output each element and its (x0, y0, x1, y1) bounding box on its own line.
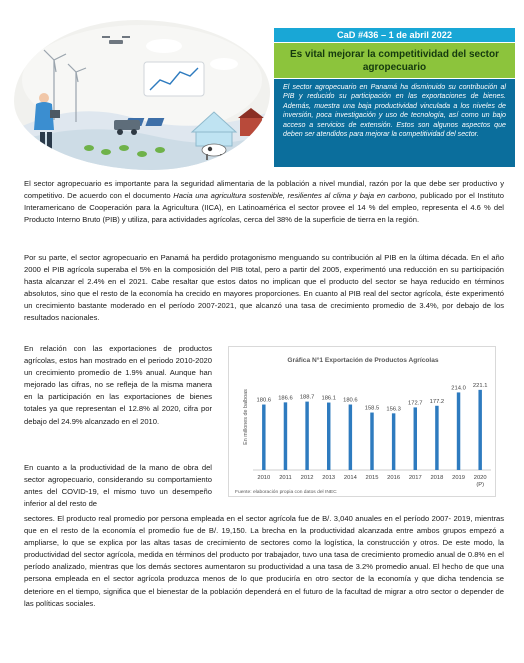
chart-data-label-2017: 172.7 (408, 400, 423, 407)
chart-tick-label-2017: 2017 (408, 475, 422, 481)
chart-tick-label-2020: 2020 (473, 475, 487, 481)
chart-bar-2018 (435, 406, 438, 470)
chart-bar-2019 (457, 392, 460, 470)
chart-data-label-2011: 186.6 (278, 395, 293, 402)
issue-number-bar (274, 28, 515, 42)
exports-bar-chart (229, 347, 497, 498)
chart-data-label-2015: 158.5 (364, 405, 380, 412)
chart-bar-2015 (370, 413, 373, 470)
hero-illustration (14, 20, 270, 170)
chart-data-label-2016: 156.3 (386, 406, 401, 413)
article-title-bar (274, 43, 515, 78)
chart-data-label-2012: 188.7 (299, 394, 315, 401)
paragraph-exports: En relación con las exportaciones de productos agrícolas, estos han mostrado en el periodo 2010-2020 un crecimiento promedio de 1.9% anual. Aunque han mejorado las cifras, no se refleja de la misma manera en la participación en las exportaciones de bienes totales ya que representan el 12.8% al 2020, cifra por debajo del 24.9% alcanzado en el 2010. (24, 344, 212, 426)
chart-data-label-2020: 221.1 (472, 382, 488, 389)
issue-number-label: CaD #436 – 1 de abril 2022 (337, 30, 452, 40)
paragraph-productivity-continued: sectores. El producto real promedio por persona empleada en el sector agrícola fue de B/. 3,040 anuales en el período 2007- 2019, mientras que en el resto de la economía el promedio fue de B/. 19,150. La brecha en la productividad alcanzada entre ambos grupos empezó a ampliarse, lo que se explica por las altas tasas de crecimiento de sectores como la logística, la construcción y otros. De este modo, la productividad del sector agrícola, medida en términos del producto por trabajador, tuvo una tasa de crecimiento promedio anual de 0.8% en el período analizado, mientras que los demás sectores aumentaron su productividad a una tasa de 3.2% promedio anual. El hecho de que una persona empleada en el sector agrícola produzca menos de lo que produciría en otro sector de la economía y que dicha tendencia se deteriore en el tiempo, significa que el bienestar de la población dependerá en el futuro de la facultad de migrar a otro sector o depender de las políticas sociales. (24, 514, 504, 608)
paragraph-intro (24, 178, 504, 226)
chart-y-axis-label: En millones de balboas (243, 389, 249, 445)
farm-technology-illustration (14, 20, 270, 170)
chart-bar-2012 (305, 402, 308, 470)
chart-tick-sublabel-2020: (P) (476, 482, 485, 488)
chart-source-note: Fuente: elaboración propia con datos del INEC (235, 490, 337, 495)
chart-tick-label-2015: 2015 (365, 475, 379, 481)
chart-tick-label-2019: 2019 (452, 475, 466, 481)
chart-data-label-2019: 214.0 (451, 385, 466, 392)
paragraph-intro-b: publicado por el Instituto Interamericano de Cooperación para la Agricultura (IICA), en Latinoamérica el sector provee el 14 % del empleo, representa el 4.6 % del Producto Interno Bruto (PIB) y utiliza, para actividades agrícolas, cerca del 38% de la superficie de tierra en la región. (24, 191, 504, 225)
chart-data-label-2014: 180.6 (343, 397, 358, 404)
chart-bar-2011 (284, 402, 287, 470)
chart-bar-2014 (349, 405, 352, 470)
chart-data-label-2013: 186.1 (321, 395, 336, 402)
chart-tick-label-2010: 2010 (257, 475, 271, 481)
chart-tick-label-2016: 2016 (387, 475, 401, 481)
exports-chart-panel (228, 346, 496, 497)
document-title-reference: Hacia una agricultura sostenible, resilientes al clima y baja en carbono, (173, 191, 418, 201)
chart-tick-label-2011: 2011 (279, 475, 292, 481)
chart-tick-label-2018: 2018 (430, 475, 444, 481)
chart-tick-label-2012: 2012 (300, 475, 314, 481)
paragraph-gdp: Por su parte, el sector agropecuario en Panamá ha perdido protagonismo menguando su contribución al PIB en la última década. En el año 2000 el PIB agrícola superaba el 5% en la composición del PIB total, pero a partir del 2005, experimentó una reducción en su participación hasta alcanzar el 2.4% en el 2021. Cabe resaltar que estos datos no implican que el producto del sector se haya reducido en términos absolutos, sino que el resto de la economía ha crecido en mayores proporciones. En cuanto al PIB real del sector agrícola, éste experimentó un crecimiento bastante moderado en el período 2007-2021, que alcanzó una tasa de crecimiento promedio de 3.4%, por debajo de los resultados nacionales. (24, 253, 504, 323)
paragraph-intro-a: El sector agropecuario es importante para la seguridad alimentaria de la población a nivel mundial, razón por la que debe ser productivo y competitivo. De acuerdo con el documento (24, 179, 504, 201)
chart-bar-2010 (262, 405, 265, 470)
abstract-box (274, 79, 515, 167)
chart-title: Gráfica N°1 Exportación de Productos Agrícolas (287, 357, 439, 364)
chart-bar-2020 (478, 390, 481, 470)
chart-bar-2016 (392, 413, 395, 470)
chart-tick-label-2014: 2014 (343, 475, 357, 481)
abstract-text: El sector agropecuario en Panamá ha disminuido su contribución al PIB y reducido su participación en las exportaciones de bienes. Además, muestra una baja productividad vinculada a los niveles de inversión, poca investigación y uso de tecnología, así como un bajo acceso a servicios de extensión. Estos son algunos aspectos que deben ser atendidos para mejorar la competitividad del sector. (283, 83, 506, 139)
chart-bar-2017 (414, 407, 417, 470)
chart-tick-label-2013: 2013 (322, 475, 336, 481)
paragraph-productivity-start: En cuanto a la productividad de la mano de obra del sector agropecuario, considerando su comportamiento antes del COVID-19, el mismo tuvo un desempeño inferior al del resto de (24, 463, 212, 509)
article-title: Es vital mejorar la competitividad del sector agropecuario (290, 48, 499, 73)
chart-bar-2013 (327, 403, 330, 470)
chart-data-label-2010: 180.6 (256, 397, 272, 404)
chart-data-label-2018: 177.2 (429, 398, 445, 405)
